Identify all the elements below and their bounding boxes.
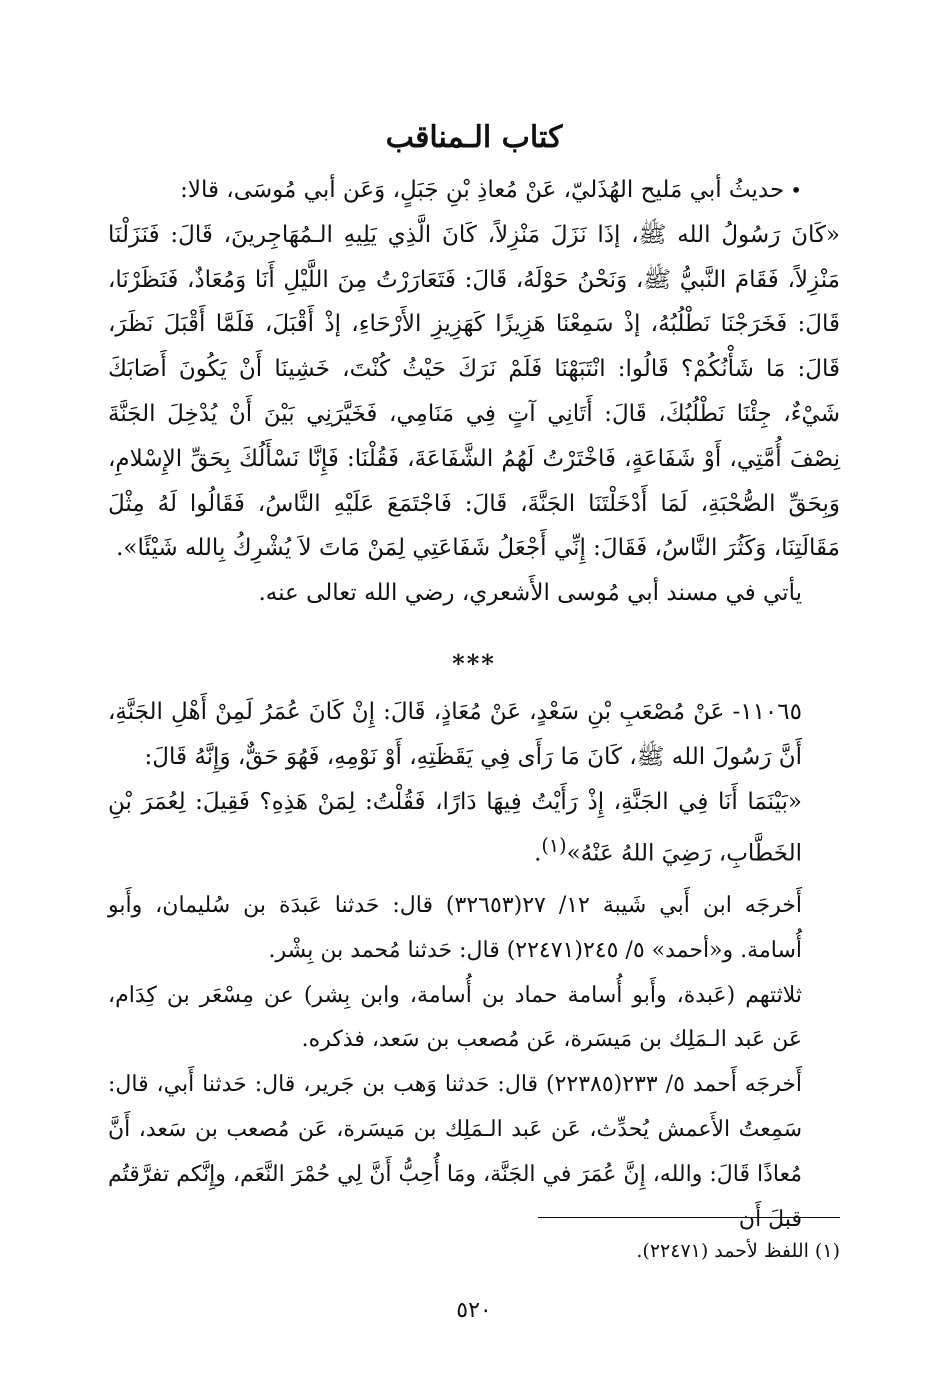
cross-reference: يأتي في مسند أبي مُوسى الأَشعري، رضي الله تعالى عنه. bbox=[258, 580, 802, 607]
takhrij-section bbox=[108, 884, 840, 1242]
footnote-divider bbox=[538, 1217, 840, 1218]
takhrij-paragraph: أَخرجَه ابن أَبي شَيبة ١٢/ ٢٧(٣٢٦٥٣) قال: حَدثنا عَبدَة بن سُليمان، وأَبو أُسامة. و«أحمد» ٥/ ٢٤٥(٢٢٤٧١) قال: حَدثنا مُحمد بن بِشْر. bbox=[108, 893, 803, 963]
document-page bbox=[108, 0, 840, 1380]
hadith-section-11065 bbox=[108, 690, 840, 877]
hadith-section-1 bbox=[108, 168, 840, 616]
takhrij-paragraph: أَخرجَه أَحمد ٥/ ٢٣٣(٢٢٣٨٥) قال: حَدثنا وَهب بن جَرير، قال: حَدثنا أَبي، قال: سَمِعتُ الأَعمش يُحدِّث، عَن عَبد الـمَلِك بن مَيسَرة، عَن مُصعب بن سَعد، أَنَّ مُعاذًا قَالَ: والله، إِنَّ عُمَرَ في الجَنَّة، ومَا أُحِبُّ أَنَّ لِي حُمْرَ النَّعَم، وإِنَّكم تفرَّقتُم قبلَ أَن bbox=[108, 1072, 803, 1232]
hadith-11065-intro: ١١٠٦٥- عَنْ مُصْعَبِ بْنِ سَعْدٍ، عَنْ مُعَاذٍ، قَالَ: إِنْ كَانَ عُمَرُ لَمِنْ أَهْلِ الجَنَّةِ، أَنَّ رَسُولَ الله ﷺ، كَانَ مَا رَأَى فِي يَقَظَتِهِ، أَوْ نَوْمِهِ، فَهُوَ حَقٌّ، وَإِنَّهُ قَالَ: bbox=[108, 699, 802, 770]
hadith-intro-text: حديثُ أبي مَليح الهُذَليّ، عَنْ مُعاذِ بْنِ جَبَلٍ، وَعَن أبي مُوسَى، قالا: bbox=[180, 177, 785, 203]
page-number: ٥٢٠ bbox=[456, 1298, 492, 1323]
bullet-icon: • bbox=[790, 178, 802, 202]
hadith-intro bbox=[108, 168, 840, 213]
footnote: (١) اللفظ لأحمد (٢٢٤٧١). bbox=[636, 1240, 840, 1262]
takhrij-paragraph: ثلاثتهم (عَبدة، وأَبو أُسامة حماد بن أُسامة، وابن بِشر) عن مِسْعَر بن كِدَام، عَن عَبد الـمَلِك بن مَيسَرة، عَن مُصعب بن سَعد، فذكره. bbox=[108, 982, 802, 1053]
hadith-11065-text: «بَيْنَمَا أَنَا فِي الجَنَّةِ، إِذْ رَأَيْتُ فِيهَا دَارًا، فَقُلْتُ: لِمَنْ هَذِهِ؟ فَقِيلَ: لِعُمَرَ بْنِ الخَطَّابِ، رَضِيَ اللهُ عَنْهُ»$^{(١)}$. bbox=[108, 788, 802, 868]
hadith-text: «كَانَ رَسُولُ الله ﷺ، إذَا نَزَلَ مَنْزِلاً، كَانَ الَّذِي يَلِيهِ الـمُهَاجِرينَ، قَالَ: فَنَزَلْنَا مَنْزِلاً، فَقَامَ النَّبيُّ ﷺ، وَنَحْنُ حَوْلَهُ، قَالَ: فَتَعَارَرْتُ مِنَ اللَّيْلِ أَنَا وَمُعَاذٌ، فَنَظَرْنَا، قَالَ: فَخَرَجْنَا نَطْلُبُهُ، إذْ سَمِعْنَا هَزِيزًا كَهَزِيزِ الأَرْحَاءِ، إذْ أَقْبَلَ، فَلَمَّا أَقْبَلَ نَظَرَ، قَالَ: مَا شَأْنُكُمْ؟ قَالُوا: انْتَبَهْنَا فَلَمْ نَرَكَ حَيْثُ كُنْتَ، خَشِينَا أَنْ يَكُونَ أَصَابَكَ شَيْءٌ، جِئْنَا نَطْلُبُكَ، قَالَ: أَتَانِي آتٍ فِي مَنَامِي، فَخَيَّرَنِي بَيْنَ أَنْ يُدْخِلَ الجَنَّةَ نِصْفَ أُمَّتِي، أَوْ شَفَاعَةٍ، فَاخْتَرْتُ لَهُمُ الشَّفَاعَةَ، فَقُلْنَا: فَإِنَّا نَسْأَلُكَ بِحَقِّ الإِسْلامِ، وَبِحَقِّ الصُّحْبَةِ، لَمَا أَدْخَلْتَنَا الجَنَّةَ، قَالَ: فَاجْتَمَعَ عَلَيْهِ النَّاسُ، فَقَالُوا لَهُ مِثْلَ مَقَالَتِنَا، وَكَثُرَ النَّاسُ، فَقَالَ: إِنِّي أَجْعَلُ شَفَاعَتِي لِمَنْ مَاتَ لاَ يُشْرِكُ بِالله شَيْئًا». bbox=[108, 221, 840, 562]
chapter-title: كتاب الـمناقب bbox=[385, 120, 563, 155]
footnote-marker: (١) bbox=[541, 834, 567, 858]
hadith-11065-quote: «بَيْنَمَا أَنَا فِي الجَنَّةِ، إِذْ رَأَيْتُ فِيهَا دَارًا، فَقُلْتُ: لِمَنْ هَذِهِ؟ فَقِيلَ: لِعُمَرَ بْنِ الخَطَّابِ، رَضِيَ اللهُ عَنْهُ» bbox=[108, 788, 802, 868]
section-separator: *** bbox=[452, 649, 496, 678]
